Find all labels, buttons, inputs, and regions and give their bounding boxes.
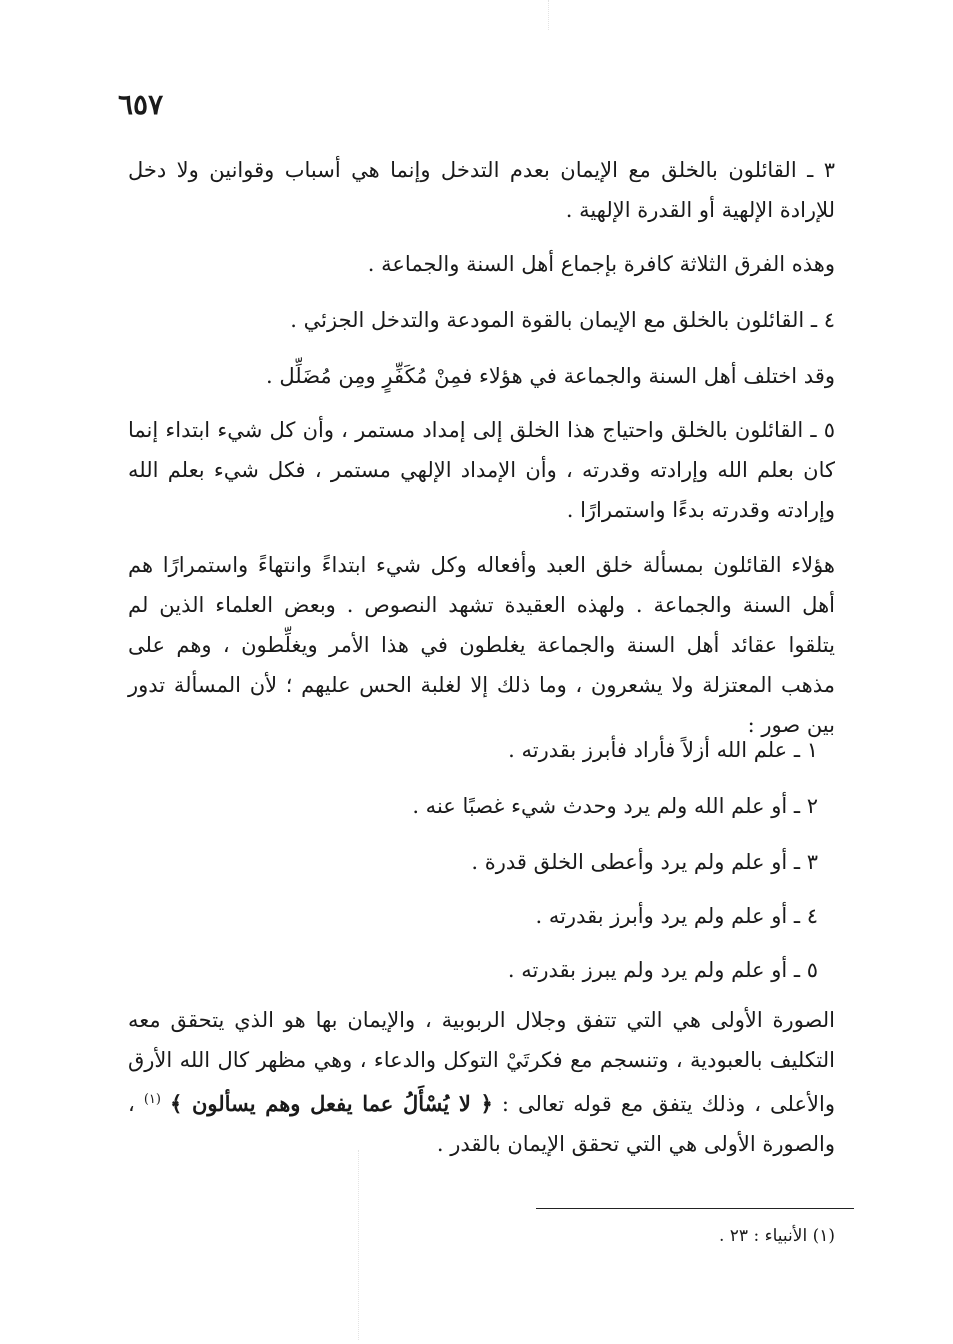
footnote-divider [536,1208,854,1209]
footnote-marker: (١) [143,1092,161,1107]
quran-verse: ﴿ لا يُسْأَلُ عما يفعل وهم يسألون ﴾ [169,1091,493,1116]
paragraph-item-3: ٣ ـ القائلون بالخلق مع الإيمان بعدم التدخل وإنما هي أسباب وقوانين ولا دخل للإرادة الإلهية أو القدرة الإلهية . [128,158,835,222]
page-number: ٦٥٧ [118,88,164,121]
list-item: ٢ ـ أو علم الله ولم يرد وحدث شيء غصبًا عنه . [412,794,818,818]
list-item: ٣ ـ أو علم ولم يرد وأعطى الخلق قدرة . [471,850,818,874]
list-item: ٥ ـ أو علم ولم يرد ولم يبرز بقدرته . [507,958,818,982]
paragraph-text: الصورة الأولى هي التي تتفق وجلال الربوبية ، والإيمان بها هو الذي يتحقق معه التكليف بالعبودية ، وتنسجم مع فكرتَيْ التوكل والدعاء ، وهي مظهر كال الله الأرق والأعلى ، وذلك يتفق مع قوله تعالى : [128,1008,835,1116]
scan-artifact-line-top [548,0,549,30]
list-item: ١ ـ علم الله أزلاً فأراد فأبرز بقدرته . [508,738,818,762]
paragraph-sects-verdict: وهذه الفرق الثلاثة كافرة بإجماع أهل السنة والجماعة . [367,252,835,276]
paragraph-item-5: ٥ ـ القائلون بالخلق واحتياج هذا الخلق إلى إمداد مستمر ، وأن كل شيء ابتداء إنما كان بعلم الله وإرادته وقدرته ، وأن الإمداد الإلهي مستمر ، فكل شيء بعلم الله وإرادته وقدرته بدءًا واستمرارًا . [128,418,835,522]
paragraph-scholars-disagreement: وقد اختلف أهل السنة والجماعة في هؤلاء فمِنْ مُكَفِّرٍ ومِن مُضَلِّل . [265,364,835,388]
footnote: (١) الأنبياء : ٢٣ . [718,1226,835,1246]
paragraph-first-image [128,1000,835,1164]
scan-artifact-line-bottom [358,1150,359,1340]
paragraph-item-4: ٤ ـ القائلون بالخلق مع الإيمان بالقوة المودعة والتدخل الجزئي . [290,308,835,332]
list-item: ٤ ـ أو علم ولم يرد وأبرز بقدرته . [535,904,818,928]
paragraph-text: ، والصورة الأولى هي التي تحقق الإيمان بالقدر . [128,1092,835,1156]
paragraph-ahl-sunnah: هؤلاء القائلون بمسألة خلق العبد وأفعاله وكل شيء ابتداءً وانتهاءً واستمرارًا هم أهل السنة والجماعة . ولهذه العقيدة تشهد النصوص . وبعض العلماء الذين لم يتلقوا عقائد أهل السنة والجماعة يغلطون في هذا الأمر ويغلِّطون ، وهم على مذهب المعتزلة ولا يشعرون ، وما ذلك إلا لغلبة الحس عليهم ؛ لأن المسألة تدور بين صور : [128,553,835,737]
